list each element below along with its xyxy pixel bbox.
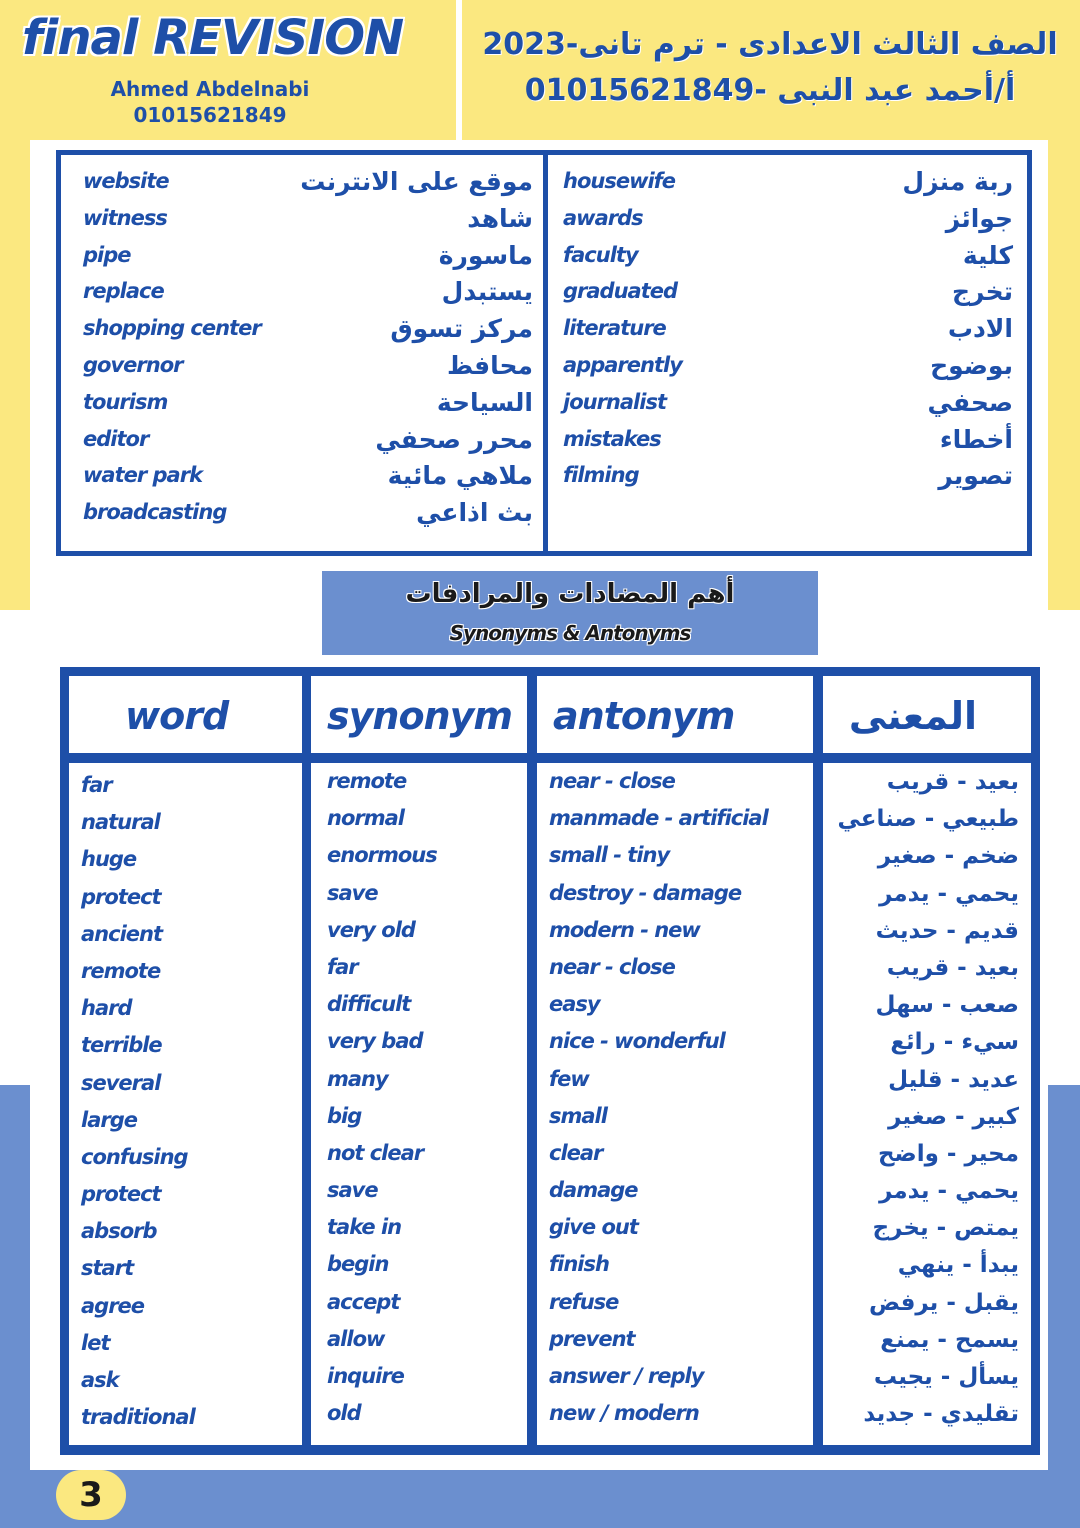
meaning-list xyxy=(838,769,1019,1438)
title-arabic xyxy=(480,22,1060,114)
vocabulary-row xyxy=(83,461,533,498)
table-word: let xyxy=(81,1330,110,1355)
table-meaning: كبير - صغير xyxy=(888,1103,1019,1130)
synonyms-banner xyxy=(322,571,818,655)
header-cell-meaning xyxy=(823,676,1031,753)
antonym-list xyxy=(549,769,768,1438)
table-word: start xyxy=(81,1256,134,1281)
vocabulary-arabic: جوائز xyxy=(945,203,1013,233)
table-synonym: remote xyxy=(327,769,407,793)
column-synonym xyxy=(311,763,527,1445)
author-phone: 01015621849 xyxy=(133,103,287,127)
table-meaning: سيء - رائع xyxy=(890,1029,1019,1056)
left-yellow-band xyxy=(0,140,30,610)
table-antonym: destroy - damage xyxy=(549,880,742,905)
vocabulary-arabic: شاهد xyxy=(467,203,533,233)
vocabulary-arabic: موقع على الانترنت xyxy=(300,167,533,196)
table-meaning: يسأل - يجيب xyxy=(873,1364,1019,1390)
table-meaning: يمتص - يخرج xyxy=(872,1215,1019,1242)
title-english: final REVISION xyxy=(22,10,404,66)
table-synonym: difficult xyxy=(327,992,411,1017)
table-synonym: inquire xyxy=(327,1364,404,1388)
table-meaning: يبدأ - ينهي xyxy=(897,1252,1019,1279)
vocabulary-english: awards xyxy=(563,205,643,230)
table-antonym: nice - wonderful xyxy=(549,1029,725,1054)
table-word: huge xyxy=(81,847,137,872)
table-meaning: ضخم - صغير xyxy=(877,843,1019,870)
table-antonym: damage xyxy=(549,1178,638,1203)
table-synonym: far xyxy=(327,954,358,979)
vocabulary-english: tourism xyxy=(83,389,168,414)
left-blue-band xyxy=(0,1085,30,1470)
vocabulary-english: broadcasting xyxy=(83,500,227,525)
vocabulary-english: faculty xyxy=(563,242,638,267)
synonym-list xyxy=(327,769,437,1438)
table-word: ask xyxy=(81,1368,119,1392)
vocabulary-row xyxy=(83,167,533,204)
table-word: terrible xyxy=(81,1033,162,1058)
vocabulary-divider xyxy=(543,155,548,551)
vocabulary-arabic: يستبدل xyxy=(441,277,533,307)
table-meaning: بعيد - قريب xyxy=(886,769,1019,795)
word-list xyxy=(81,773,195,1442)
vocabulary-arabic: محرر صحفي xyxy=(375,424,533,454)
header-cell-antonym xyxy=(537,676,813,753)
column-word xyxy=(69,763,302,1445)
header-divider xyxy=(456,0,462,140)
vocabulary-arabic: محافظ xyxy=(446,350,533,380)
vocabulary-english: apparently xyxy=(563,352,682,377)
table-meaning: صعب - سهل xyxy=(875,992,1019,1019)
table-word: traditional xyxy=(81,1405,195,1430)
table-synonym: accept xyxy=(327,1289,400,1314)
vocabulary-row xyxy=(83,241,533,278)
vocabulary-row xyxy=(83,351,533,388)
table-antonym: near - close xyxy=(549,954,675,979)
vocabulary-arabic: تخرج xyxy=(952,277,1013,307)
table-antonym: clear xyxy=(549,1140,603,1165)
synonyms-antonyms-table xyxy=(60,667,1040,1455)
table-meaning: يحمي - يدمر xyxy=(879,880,1019,907)
table-word: remote xyxy=(81,958,161,983)
vocabulary-arabic: كلية xyxy=(962,240,1013,270)
header-word: word xyxy=(125,694,229,738)
vocabulary-english: shopping center xyxy=(83,316,261,341)
table-antonym: manmade - artificial xyxy=(549,806,768,831)
header-synonym: synonym xyxy=(327,694,512,738)
table-meaning: يحمي - يدمر xyxy=(879,1178,1019,1205)
page-number: 3 xyxy=(56,1470,126,1520)
table-word: natural xyxy=(81,810,160,835)
author-name: Ahmed Abdelnabi xyxy=(110,77,310,101)
column-antonym xyxy=(537,763,813,1445)
table-antonym: prevent xyxy=(549,1326,635,1351)
vocabulary-right-column xyxy=(563,167,1013,498)
table-meaning: يسمح - يمنع xyxy=(880,1326,1019,1353)
vocabulary-arabic: بث اذاعي xyxy=(416,498,533,528)
vocabulary-row xyxy=(83,277,533,314)
table-synonym: very old xyxy=(327,917,415,942)
author-block xyxy=(90,76,330,128)
vocabulary-arabic: الادب xyxy=(947,314,1013,344)
title-arabic-line1: الصف الثالث الاعدادى - ترم تانى-2023 xyxy=(482,27,1058,62)
table-antonym: near - close xyxy=(549,769,675,793)
vocabulary-row xyxy=(563,241,1013,278)
header-meaning: المعنى xyxy=(848,694,977,738)
header-antonym: antonym xyxy=(553,694,735,738)
table-word: confusing xyxy=(81,1144,188,1169)
header-cell-synonym xyxy=(311,676,527,753)
vocabulary-english: pipe xyxy=(83,242,131,267)
table-meaning: تقليدي - جديد xyxy=(863,1401,1019,1428)
table-synonym: big xyxy=(327,1103,362,1128)
table-antonym: few xyxy=(549,1066,589,1091)
vocabulary-row xyxy=(563,351,1013,388)
vocabulary-english: editor xyxy=(83,426,149,451)
table-meaning: عديد - قليل xyxy=(888,1066,1019,1093)
table-antonym: refuse xyxy=(549,1289,619,1314)
table-meaning: محير - واضح xyxy=(877,1140,1019,1167)
vocabulary-row xyxy=(83,388,533,425)
table-antonym: small xyxy=(549,1103,607,1128)
banner-title-arabic: أهم المضادات والمرادفات xyxy=(405,579,735,609)
table-word: absorb xyxy=(81,1219,157,1244)
vocabulary-arabic: ماسورة xyxy=(438,240,533,270)
table-word: large xyxy=(81,1107,138,1132)
title-arabic-line2: أ/أحمد عبد النبى -01015621849 xyxy=(524,73,1016,108)
vocabulary-row xyxy=(563,388,1013,425)
table-antonym: new / modern xyxy=(549,1401,699,1426)
table-synonym: save xyxy=(327,880,378,905)
table-antonym: answer / reply xyxy=(549,1364,704,1388)
vocabulary-arabic: ملاهي مائية xyxy=(387,461,533,491)
vocabulary-arabic: أخطاء xyxy=(939,424,1013,454)
vocabulary-arabic: مركز تسوق xyxy=(390,314,533,344)
vocabulary-row xyxy=(83,314,533,351)
table-meaning: قديم - حديث xyxy=(875,917,1019,944)
vocabulary-english: literature xyxy=(563,316,666,341)
table-antonym: give out xyxy=(549,1215,638,1240)
column-meaning xyxy=(823,763,1031,1445)
vocabulary-english: journalist xyxy=(563,389,666,414)
table-meaning: بعيد - قريب xyxy=(886,954,1019,981)
right-yellow-band xyxy=(1048,140,1080,610)
vocabulary-english: graduated xyxy=(563,279,678,304)
right-blue-band xyxy=(1048,1085,1080,1470)
table-meaning: طبيعي - صناعي xyxy=(837,806,1019,833)
vocabulary-english: housewife xyxy=(563,169,676,193)
vocabulary-english: replace xyxy=(83,279,164,304)
table-antonym: modern - new xyxy=(549,917,700,942)
table-synonym: save xyxy=(327,1178,378,1203)
vocabulary-english: filming xyxy=(563,463,639,488)
banner-title-english: Synonyms & Antonyms xyxy=(449,621,691,645)
vocabulary-left-column xyxy=(83,167,533,535)
vocabulary-row xyxy=(563,277,1013,314)
vocabulary-arabic: بوضوح xyxy=(930,350,1013,380)
vocabulary-english: governor xyxy=(83,352,183,377)
table-word: protect xyxy=(81,1182,161,1207)
table-word: protect xyxy=(81,884,161,909)
vocabulary-english: witness xyxy=(83,205,167,230)
table-synonym: normal xyxy=(327,806,404,831)
table-synonym: allow xyxy=(327,1326,385,1351)
table-synonym: very bad xyxy=(327,1029,423,1054)
table-synonym: many xyxy=(327,1066,388,1091)
vocabulary-row xyxy=(83,498,533,535)
vocabulary-arabic: ربة منزل xyxy=(902,167,1013,196)
vocabulary-english: website xyxy=(83,169,169,193)
table-word: several xyxy=(81,1070,161,1095)
table-synonym: begin xyxy=(327,1252,389,1277)
table-antonym: easy xyxy=(549,992,600,1017)
vocabulary-row xyxy=(83,425,533,462)
table-synonym: enormous xyxy=(327,843,437,868)
table-word: far xyxy=(81,773,112,797)
table-synonym: take in xyxy=(327,1215,402,1240)
vocabulary-arabic: السياحة xyxy=(436,387,533,417)
table-synonym: not clear xyxy=(327,1140,424,1165)
vocabulary-english: mistakes xyxy=(563,426,661,451)
vocabulary-arabic: تصوير xyxy=(938,461,1013,491)
table-antonym: finish xyxy=(549,1252,609,1277)
footer-background xyxy=(0,1470,1080,1528)
vocabulary-row xyxy=(563,167,1013,204)
vocabulary-row xyxy=(563,425,1013,462)
vocabulary-row xyxy=(83,204,533,241)
table-antonym: small - tiny xyxy=(549,843,670,868)
vocabulary-arabic: صحفي xyxy=(927,387,1013,417)
table-word: agree xyxy=(81,1293,145,1318)
vocabulary-english: water park xyxy=(83,463,203,488)
vocabulary-row xyxy=(563,314,1013,351)
table-meaning: يقبل - يرفض xyxy=(868,1289,1019,1316)
table-word: hard xyxy=(81,996,132,1021)
vocabulary-row xyxy=(563,204,1013,241)
table-word: ancient xyxy=(81,921,162,946)
vocabulary-row xyxy=(563,461,1013,498)
vocabulary-box xyxy=(56,150,1032,556)
table-synonym: old xyxy=(327,1401,361,1426)
header-cell-word xyxy=(69,676,302,753)
